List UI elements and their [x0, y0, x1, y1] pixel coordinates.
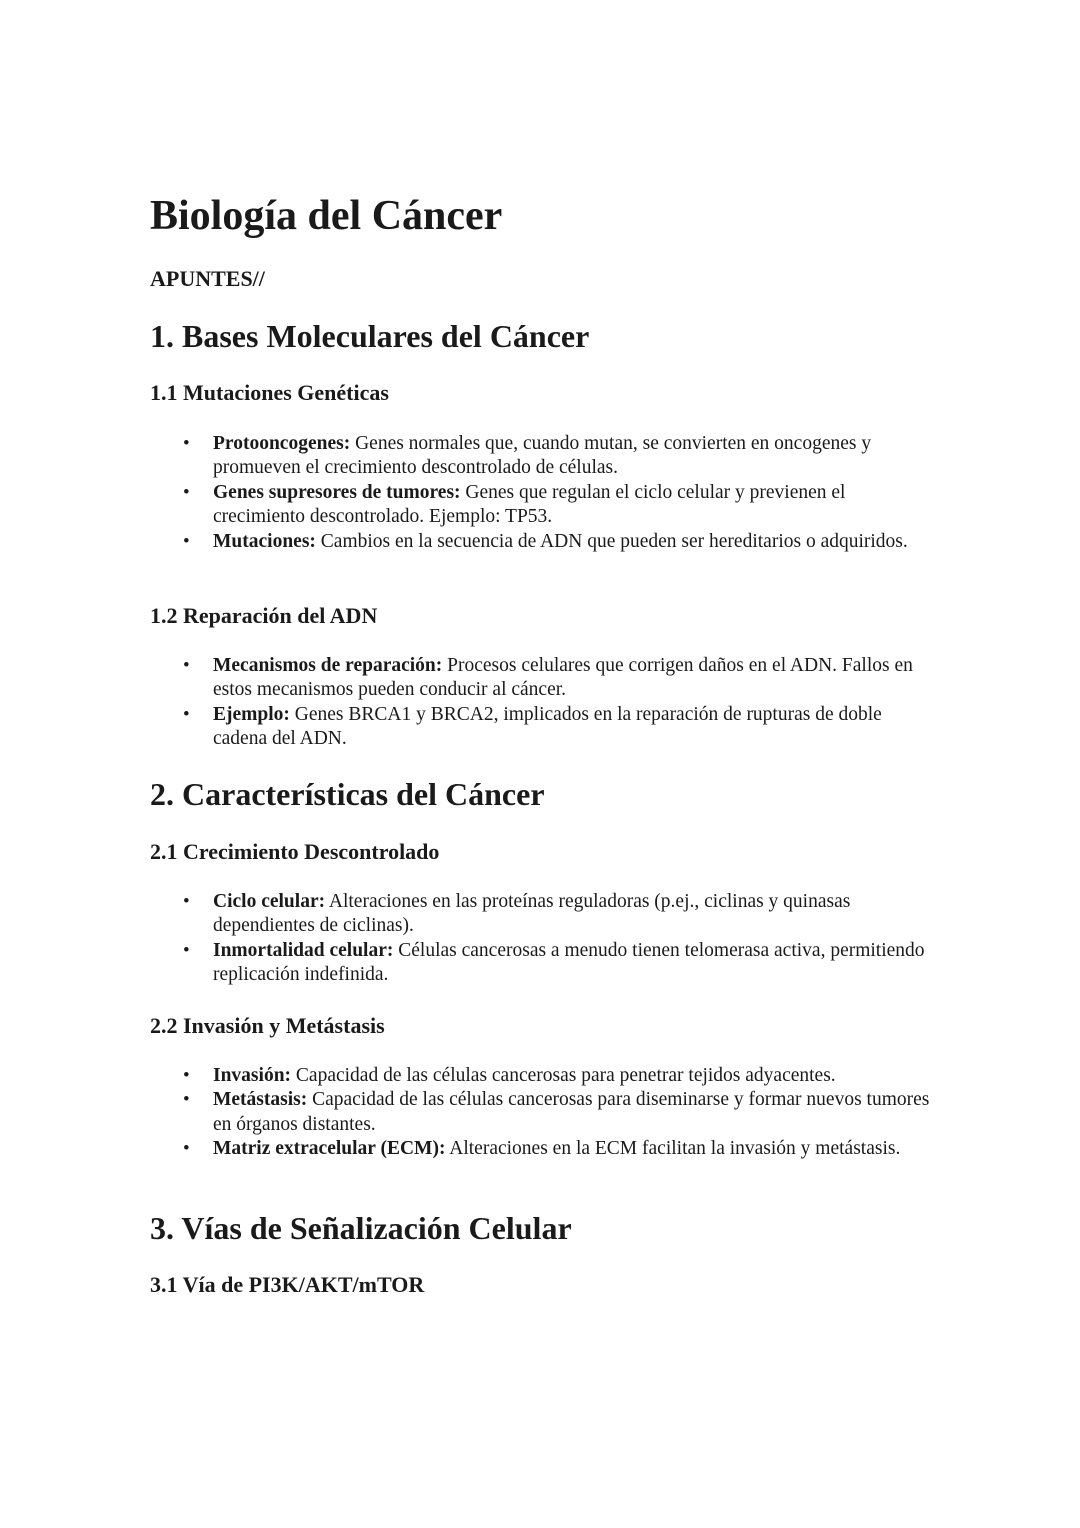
list-item-term: Metástasis:	[213, 1089, 308, 1111]
list-item-term: Matriz extracelular (ECM):	[213, 1138, 446, 1160]
list-item	[150, 481, 940, 530]
subsection-heading-crecimiento-descontrolado: 2.1 Crecimiento Descontrolado	[150, 839, 440, 864]
document-title: Biología del Cáncer	[150, 193, 503, 239]
list-item	[150, 1088, 940, 1137]
list-item-term: Protooncogenes:	[213, 433, 351, 454]
bullet-icon: •	[183, 530, 190, 552]
list-item-text: Células cancerosas a menudo tienen telomerasa activa, permitiendo replicación indefinida.	[213, 939, 925, 986]
list-reparacion-adn	[150, 654, 940, 752]
list-item-term: Inmortalidad celular:	[213, 939, 394, 961]
list-item-text: Genes que regulan el ciclo celular y previenen el crecimiento descontrolado. Ejemplo: TP53.	[213, 481, 846, 528]
list-item-text: Cambios en la secuencia de ADN que pueden ser hereditarios o adquiridos.	[315, 530, 908, 552]
list-item-text: Procesos celulares que corrigen daños en el ADN. Fallos en estos mecanismos pueden conducir al cáncer.	[213, 655, 913, 701]
bullet-icon: •	[183, 1138, 190, 1160]
list-item-term: Mutaciones:	[213, 530, 316, 552]
list-item-text: Capacidad de las células cancerosas para diseminarse y formar nuevos tumores en órganos distantes.	[213, 1089, 930, 1135]
bullet-icon: •	[183, 1065, 190, 1086]
subsection-heading-mutaciones-geneticas: 1.1 Mutaciones Genéticas	[150, 380, 389, 405]
section-heading-bases-moleculares: 1. Bases Moleculares del Cáncer	[150, 318, 590, 354]
bullet-icon: •	[183, 481, 190, 503]
list-mutaciones-geneticas	[150, 432, 940, 554]
subsection-heading-reparacion-adn: 1.2 Reparación del ADN	[150, 603, 378, 628]
list-item	[150, 939, 940, 988]
section-heading-caracteristicas: 2. Características del Cáncer	[150, 776, 545, 812]
subsection-heading-invasion-metastasis: 2.2 Invasión y Metástasis	[150, 1013, 385, 1038]
list-crecimiento-descontrolado	[150, 890, 940, 988]
document-subtitle: APUNTES//	[150, 266, 265, 291]
subsection-heading-via-pi3k: 3.1 Vía de PI3K/AKT/mTOR	[150, 1272, 425, 1297]
list-item	[150, 703, 940, 752]
list-item	[150, 890, 940, 939]
list-item-text: Alteraciones en las proteínas reguladoras (p.ej., ciclinas y quinasas dependientes de ciclinas).	[213, 891, 851, 937]
section-heading-vias-senalizacion: 3. Vías de Señalización Celular	[150, 1210, 572, 1246]
list-item-term: Ciclo celular:	[213, 891, 326, 912]
list-item-text: Genes BRCA1 y BRCA2, implicados en la reparación de rupturas de doble cadena del ADN.	[213, 703, 882, 750]
list-item-text: Genes normales que, cuando mutan, se convierten en oncogenes y promueven el crecimiento descontrolado de células.	[213, 433, 872, 479]
bullet-icon: •	[183, 939, 190, 961]
list-item-text: Capacidad de las células cancerosas para penetrar tejidos adyacentes.	[291, 1065, 836, 1086]
list-item	[150, 530, 940, 554]
list-invasion-metastasis	[150, 1064, 940, 1162]
bullet-icon: •	[183, 703, 190, 725]
list-item-term: Mecanismos de reparación:	[213, 655, 443, 676]
list-item-term: Genes supresores de tumores:	[213, 481, 461, 503]
bullet-icon: •	[183, 655, 190, 676]
list-item-term: Ejemplo:	[213, 703, 290, 725]
list-item-text: Alteraciones en la ECM facilitan la invasión y metástasis.	[445, 1138, 901, 1160]
list-item	[150, 654, 940, 703]
bullet-icon: •	[183, 1089, 190, 1111]
bullet-icon: •	[183, 433, 190, 454]
list-item	[150, 1064, 940, 1088]
list-item	[150, 432, 940, 481]
list-item-term: Invasión:	[213, 1065, 292, 1086]
bullet-icon: •	[183, 891, 190, 912]
list-item	[150, 1137, 940, 1161]
